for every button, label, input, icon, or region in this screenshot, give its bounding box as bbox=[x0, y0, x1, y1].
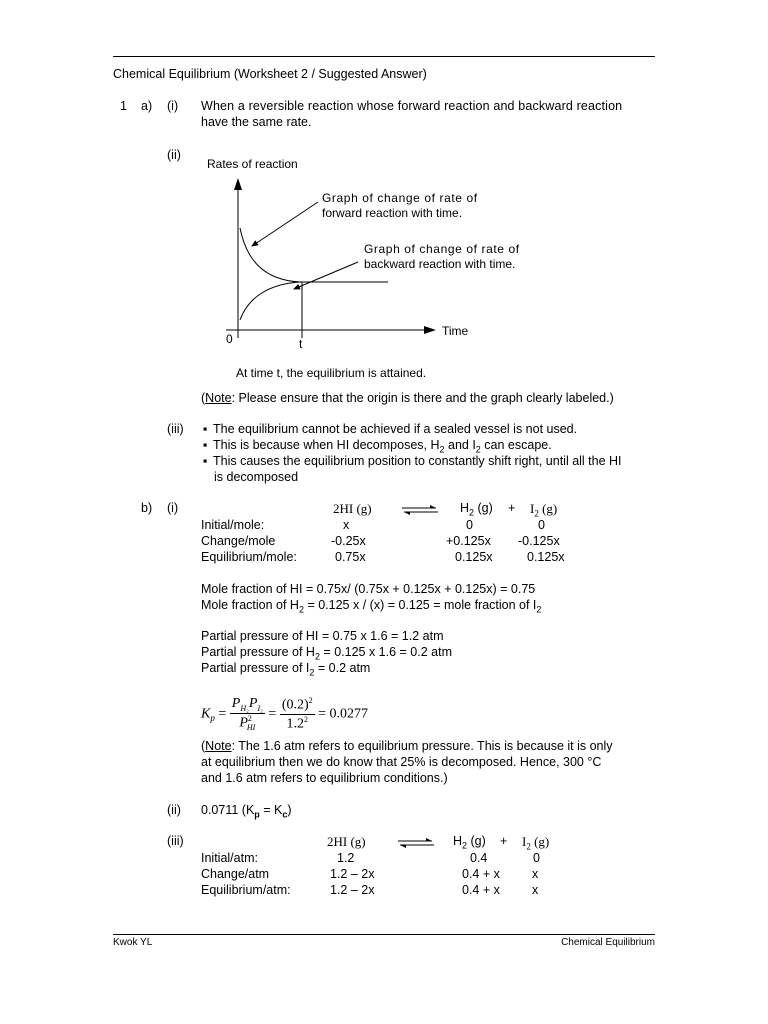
subscript-2: 2 bbox=[536, 604, 542, 615]
bullet-2-text-a: This is because when HI decomposes, H bbox=[213, 438, 440, 452]
subscript-2: 2 bbox=[314, 651, 320, 662]
subscript-2: 2 bbox=[309, 667, 315, 678]
graph-bwd-label-2: backward reaction with time. bbox=[364, 257, 516, 271]
eq2-hi: 2HI (g) bbox=[327, 834, 366, 849]
kp-p: p bbox=[210, 713, 215, 724]
bullet-1 bbox=[203, 422, 577, 436]
pp-h2-a: Partial pressure of H bbox=[201, 645, 315, 659]
note-word: Note bbox=[205, 391, 232, 405]
part-a-i-label: (i) bbox=[167, 99, 179, 113]
graph-origin: 0 bbox=[226, 332, 233, 346]
kp-result: = 0.0277 bbox=[318, 706, 369, 722]
part-b-ii-label: (ii) bbox=[167, 803, 181, 817]
ice2-row-0-label: Initial/atm: bbox=[201, 851, 258, 865]
graph-ylabel: Rates of reaction bbox=[207, 157, 298, 171]
subscript-2: 2 bbox=[298, 604, 304, 615]
kp-frac2-num bbox=[280, 696, 315, 715]
b-i-note-line3: and 1.6 atm refers to equilibrium conditions.) bbox=[201, 771, 448, 785]
kp-square: 2 bbox=[303, 714, 308, 724]
kp-frac1-num: $P_{H_2}P_{I_2}$ bbox=[231, 696, 263, 713]
eq1-hi: 2HI (g) bbox=[333, 501, 372, 516]
part-b-label: b) bbox=[141, 501, 153, 515]
kp-equals-1: = bbox=[218, 706, 227, 722]
kp-fraction-1 bbox=[230, 696, 265, 732]
mf-h2-a: Mole fraction of H bbox=[201, 598, 299, 612]
ice2-row-0-i2: 0 bbox=[533, 851, 540, 865]
graph-x-arrowhead bbox=[424, 326, 436, 334]
ice2-row-0-h2: 0.4 bbox=[470, 851, 488, 865]
i-symbol: I bbox=[530, 501, 535, 516]
graph-note: (Note: Please ensure that the origin is there and the graph clearly labeled.) bbox=[201, 391, 614, 405]
part-b-iii-label: (iii) bbox=[167, 834, 184, 848]
ice2-row-2-hi: 1.2 – 2x bbox=[330, 883, 375, 897]
forward-pointer-arrow bbox=[252, 202, 318, 246]
subscript-2: 2 bbox=[469, 507, 475, 518]
ice2-row-0-hi: 1.2 bbox=[337, 851, 355, 865]
note-text: : Please ensure that the origin is there and the graph clearly labeled.) bbox=[231, 391, 614, 405]
ice1-row-0-i2: 0 bbox=[538, 518, 545, 532]
kp-k: K bbox=[201, 706, 211, 722]
subscript-c: c bbox=[282, 809, 288, 820]
backward-rate-curve bbox=[240, 282, 300, 320]
gas-state: (g) bbox=[474, 501, 493, 515]
footer-rule bbox=[113, 934, 655, 935]
pp-h2-b: = 0.125 x 1.6 = 0.2 atm bbox=[319, 645, 452, 659]
subscript-2: 2 bbox=[439, 444, 445, 455]
ice2-row-1-i2: x bbox=[532, 867, 539, 881]
ice2-row-2-h2: 0.4 + x bbox=[462, 883, 500, 897]
eq2-h2 bbox=[453, 834, 486, 851]
question-number: 1 bbox=[120, 99, 127, 113]
b-ii-a: 0.0711 (K bbox=[201, 803, 255, 817]
graph-y-arrowhead bbox=[234, 178, 242, 190]
backward-pointer-arrow bbox=[294, 262, 358, 289]
subscript-2: 2 bbox=[475, 444, 481, 455]
ice1-row-1-i2: -0.125x bbox=[518, 534, 560, 548]
subscript-p: p bbox=[254, 809, 260, 820]
note-word: Note bbox=[205, 739, 232, 753]
ice2-row-2-i2: x bbox=[532, 883, 539, 897]
equilibrium-arrow-icon bbox=[400, 505, 440, 515]
pp-i2-a: Partial pressure of I bbox=[201, 661, 310, 675]
bullet-3-cont: is decomposed bbox=[214, 470, 299, 484]
kp-equation bbox=[201, 696, 368, 732]
ice1-row-0-label: Initial/mole: bbox=[201, 518, 265, 532]
ice1-row-2-h2: 0.125x bbox=[455, 550, 493, 564]
kp-square: 2 bbox=[308, 696, 313, 705]
bullet-1-text: The equilibrium cannot be achieved if a sealed vessel is not used. bbox=[213, 422, 578, 436]
part-b-i-label: (i) bbox=[167, 501, 179, 515]
bullet-2 bbox=[203, 438, 552, 455]
bullet-3 bbox=[203, 454, 622, 468]
kp-num-val: (0.2) bbox=[281, 697, 309, 713]
partial-pressure-i2 bbox=[201, 661, 370, 678]
graph-caption: At time t, the equilibrium is attained. bbox=[236, 366, 427, 380]
worksheet-title: Chemical Equilibrium (Worksheet 2 / Suggested Answer) bbox=[113, 67, 427, 81]
ice1-row-0-hi: x bbox=[343, 518, 350, 532]
bullet-3-text-1: This causes the equilibrium position to constantly shift right, until all the HI bbox=[213, 454, 622, 468]
kp-fraction-2 bbox=[280, 696, 315, 732]
forward-rate-curve bbox=[240, 228, 300, 282]
bullet-marker: ▪ bbox=[203, 422, 208, 436]
b-i-note-line1: (Note: The 1.6 atm refers to equilibrium pressure. This is because it is only bbox=[201, 739, 613, 753]
ice1-row-0-h2: 0 bbox=[466, 518, 473, 532]
subscript-2: 2 bbox=[462, 840, 468, 851]
ice1-row-2-i2: 0.125x bbox=[527, 550, 565, 564]
eq1-h2 bbox=[460, 501, 493, 518]
footer-author: Kwok YL bbox=[113, 937, 153, 948]
gas-state: (g) bbox=[538, 501, 558, 516]
ice1-row-1-hi: -0.25x bbox=[331, 534, 366, 548]
ice1-row-2-hi: 0.75x bbox=[335, 550, 366, 564]
graph-fwd-label-1: Graph of change of rate of bbox=[322, 191, 478, 205]
b-ii-b: = K bbox=[259, 803, 283, 817]
h-symbol: H bbox=[460, 501, 470, 515]
eq1-i2 bbox=[530, 501, 557, 519]
b-i-note-line2: at equilibrium then we do know that 25% is decomposed. Hence, 300 °C bbox=[201, 755, 602, 769]
part-a-i-line2: have the same rate. bbox=[201, 115, 312, 129]
gas-state: (g) bbox=[530, 834, 550, 849]
subscript-2: 2 bbox=[526, 841, 531, 852]
i-symbol: I bbox=[522, 834, 527, 849]
bullet-2-text-c: can escape. bbox=[480, 438, 552, 452]
ice2-row-1-label: Change/atm bbox=[201, 867, 270, 881]
partial-pressure-h2 bbox=[201, 645, 452, 662]
partial-pressure-hi: Partial pressure of HI = 0.75 x 1.6 = 1.2 atm bbox=[201, 629, 444, 643]
graph-t-label: t bbox=[299, 337, 303, 351]
part-a-ii-label: (ii) bbox=[167, 148, 181, 162]
ice2-row-1-hi: 1.2 – 2x bbox=[330, 867, 375, 881]
eq2-i2 bbox=[522, 834, 549, 852]
equilibrium-arrow-icon bbox=[396, 838, 436, 848]
part-a-label: a) bbox=[141, 99, 153, 113]
mole-fraction-hi: Mole fraction of HI = 0.75x/ (0.75x + 0.125x + 0.125x) = 0.75 bbox=[201, 582, 536, 596]
bullet-marker: ▪ bbox=[203, 454, 208, 468]
ice2-row-1-h2: 0.4 + x bbox=[462, 867, 500, 881]
gas-state: (g) bbox=[467, 834, 486, 848]
bullet-marker: ▪ bbox=[203, 438, 208, 452]
b-ii-c: ) bbox=[287, 803, 292, 817]
note-text-1: : The 1.6 atm refers to equilibrium pressure. This is because it is only bbox=[231, 739, 613, 753]
graph-xlabel: Time bbox=[442, 324, 469, 338]
mole-fraction-h2 bbox=[201, 598, 541, 615]
part-a-iii-label: (iii) bbox=[167, 422, 184, 436]
h-symbol: H bbox=[453, 834, 463, 848]
pp-i2-b: = 0.2 atm bbox=[314, 661, 371, 675]
kp-frac1-den: $P^2_{HI}$ bbox=[239, 713, 256, 733]
mf-h2-b: = 0.125 x / (x) = 0.125 = mole fraction of I bbox=[303, 598, 537, 612]
eq2-plus: + bbox=[500, 834, 508, 848]
part-a-i-line1: When a reversible reaction whose forward reaction and backward reaction bbox=[201, 99, 623, 113]
graph-bwd-label-1: Graph of change of rate of bbox=[364, 242, 520, 256]
footer-subject: Chemical Equilibrium bbox=[561, 937, 655, 948]
part-b-ii-answer bbox=[201, 803, 292, 820]
kp-frac2-den bbox=[280, 715, 315, 733]
kp-equals-2: = bbox=[268, 706, 277, 722]
bullet-2-text-b: and I bbox=[444, 438, 476, 452]
subscript-2: 2 bbox=[534, 508, 539, 519]
kp-den-val: 1.2 bbox=[286, 716, 304, 732]
eq1-plus: + bbox=[508, 501, 516, 515]
graph-fwd-label-2: forward reaction with time. bbox=[322, 206, 463, 220]
ice2-row-2-label: Equilibrium/atm: bbox=[201, 883, 291, 897]
ice1-row-1-label: Change/mole bbox=[201, 534, 276, 548]
ice1-row-2-label: Equilibrium/mole: bbox=[201, 550, 297, 564]
ice1-row-1-h2: +0.125x bbox=[446, 534, 491, 548]
header-rule bbox=[113, 56, 655, 57]
